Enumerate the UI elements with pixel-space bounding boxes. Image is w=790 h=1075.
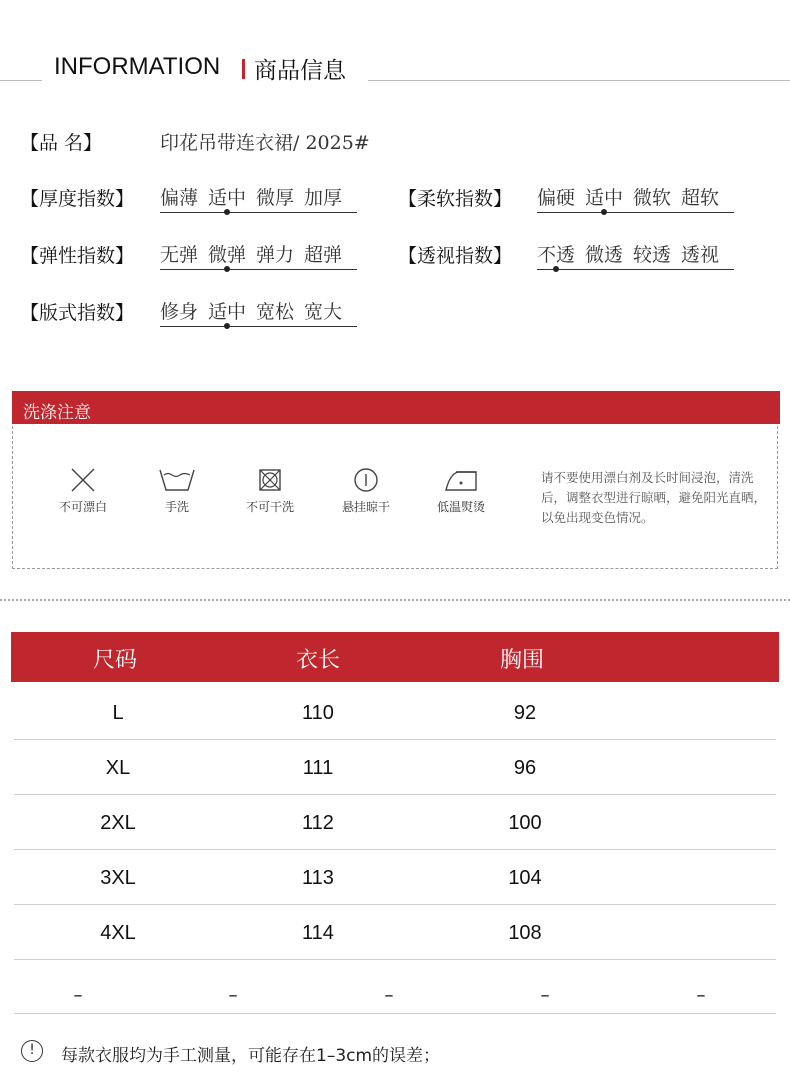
product-name-value: 印花吊带连衣裙/ 2025# [160,132,370,154]
table-row [14,904,776,960]
header-divider [242,59,245,79]
header-rule-left [0,80,42,81]
care-item-no-dry-clean [225,466,315,515]
care-item-hand-wash [132,466,222,515]
care-item-no-bleach [38,466,128,515]
header-bust: 胸围 [499,648,544,673]
scale-option: 无弹 [160,244,199,266]
cell-size: 2XL [100,812,136,834]
scale-selected-dot [553,266,559,272]
scale-option: 宽大 [304,301,343,323]
scale-option: 偏薄 [160,187,199,209]
scale-selected-dot [601,209,607,215]
header-title-cn: 商品信息 [254,58,346,84]
hang-dry-icon [352,466,380,494]
cell-length: 114 [302,922,334,944]
elasticity-scale [160,240,357,274]
scale-option: 微厚 [256,187,295,209]
cell-length: 111 [302,757,334,779]
no-bleach-icon [68,466,98,494]
scale-option: 微透 [585,244,624,266]
care-item-low-iron [416,466,506,515]
cell-size: XL [105,757,131,779]
hand-wash-icon [158,466,196,494]
care-label: 不可干洗 [245,500,294,514]
cell-size: 4XL [100,922,136,944]
table-row [14,684,776,740]
cell-size: L [112,702,124,724]
scale-option: 适中 [208,301,247,323]
scale-option: 微弹 [208,244,247,266]
scale-line [160,212,357,213]
transparency-scale [537,240,734,274]
scale-options [537,240,734,267]
cell-length: 110 [302,702,334,724]
scale-options [160,297,357,324]
cell-length: 113 [302,867,334,889]
thickness-scale [160,183,357,217]
scale-line [537,269,734,270]
scale-options [160,183,357,210]
fit-scale [160,297,357,331]
thickness-label: 【厚度指数】 [20,188,135,210]
care-note: 请不要使用漂白剂及长时间浸泡，清洗后，调整衣型进行晾晒，避免阳光直晒，以免出现变色情况。 [541,470,767,525]
cell-bust: 108 [508,922,542,944]
care-label: 低温熨烫 [436,500,485,514]
header-length: 衣长 [295,648,340,673]
no-dry-clean-icon [256,466,284,494]
scale-option: 加厚 [304,187,343,209]
placeholder-dash: – [540,985,550,1006]
softness-scale [537,183,734,217]
scale-line [160,326,357,327]
scale-option: 超弹 [304,244,343,266]
measurement-note-text: 每款衣服均为手工测量，可能存在1–3cm的误差； [61,1046,441,1066]
fit-label: 【版式指数】 [20,302,135,324]
cell-size: 3XL [100,867,136,889]
cell-bust: 100 [508,812,542,834]
header-size: 尺码 [92,648,137,673]
scale-selected-dot [224,209,230,215]
header-rule-right [368,80,790,81]
care-label: 不可漂白 [58,500,107,514]
scale-selected-dot [224,323,230,329]
scale-option: 超软 [681,187,720,209]
header-title-en: INFORMATION [54,53,221,80]
care-item-hang-dry [321,466,411,515]
care-header [12,391,780,424]
scale-options [160,240,357,267]
transparency-label: 【透视指数】 [398,245,513,267]
scale-option: 弹力 [256,244,295,266]
placeholder-dash: – [228,985,238,1006]
softness-label: 【柔软指数】 [398,188,513,210]
scale-option: 偏硬 [537,187,576,209]
scale-option: 宽松 [256,301,295,323]
table-row [14,794,776,850]
scale-line [160,269,357,270]
elasticity-label: 【弹性指数】 [20,245,135,267]
scale-option: 微软 [633,187,672,209]
info-icon: ! [21,1040,43,1062]
cell-bust: 92 [513,702,537,724]
section-header [0,51,790,91]
care-label: 悬挂晾干 [341,500,390,514]
placeholder-dash: – [696,985,706,1006]
scale-options [537,183,734,210]
care-label: 手洗 [164,500,189,514]
scale-option: 较透 [633,244,672,266]
section-divider [0,599,790,601]
scale-selected-dot [224,266,230,272]
product-name-label: 【品 名】 [20,132,103,154]
size-table-header [11,632,779,682]
table-row [14,739,776,795]
cell-bust: 96 [513,757,537,779]
scale-option: 适中 [208,187,247,209]
scale-option: 修身 [160,301,199,323]
care-instructions [12,391,778,569]
placeholder-dash: – [384,985,394,1006]
scale-option: 适中 [585,187,624,209]
cell-bust: 104 [508,867,542,889]
scale-option: 透视 [681,244,720,266]
scale-line [537,212,734,213]
care-title: 洗涤注意 [23,403,91,423]
placeholder-dash: – [73,985,83,1006]
scale-option: 不透 [537,244,576,266]
table-row [14,849,776,905]
placeholder-row [14,985,776,1014]
low-iron-icon [442,466,480,494]
cell-length: 112 [302,812,334,834]
